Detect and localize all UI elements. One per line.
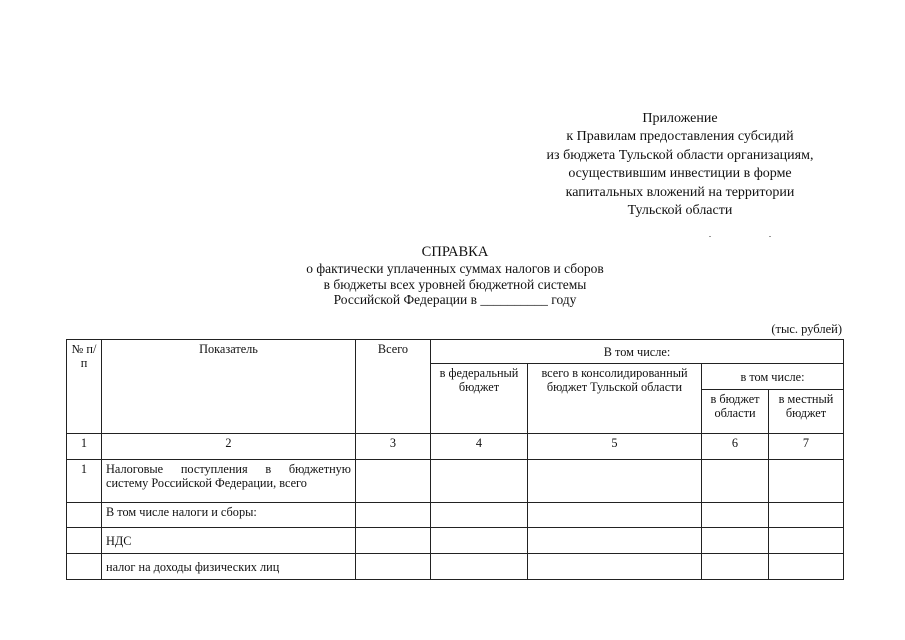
column-number-row xyxy=(67,434,844,460)
header-regional: в бюджет области xyxy=(702,390,769,434)
column-number: 2 xyxy=(102,434,356,460)
scan-speck xyxy=(709,236,711,237)
title-line: о фактически уплаченных суммах налогов и сборов xyxy=(306,261,604,276)
header-federal: в федеральный бюджет xyxy=(431,364,528,434)
empty-cell xyxy=(702,503,769,528)
title-line: в бюджеты всех уровней бюджетной системы xyxy=(323,276,587,292)
header-num: № п/п xyxy=(67,340,102,434)
empty-cell xyxy=(431,503,528,528)
empty-cell xyxy=(356,554,431,580)
empty-cell xyxy=(528,460,702,503)
empty-cell xyxy=(528,528,702,554)
empty-cell xyxy=(702,460,769,503)
table-row xyxy=(67,503,844,528)
column-number: 6 xyxy=(702,434,769,460)
title-heading: СПРАВКА xyxy=(421,244,489,260)
header-including: В том числе: xyxy=(431,340,844,364)
empty-cell xyxy=(431,554,528,580)
column-number: 3 xyxy=(356,434,431,460)
row-indicator: В том числе налоги и сборы: xyxy=(102,503,356,528)
table-row xyxy=(67,460,844,503)
header-indicator: Показатель xyxy=(102,340,356,434)
empty-cell xyxy=(431,460,528,503)
appendix-line: осуществившим инвестиции в форме xyxy=(568,166,792,182)
row-num xyxy=(67,554,102,580)
scan-speck xyxy=(769,236,771,237)
table-row xyxy=(67,554,844,580)
header-local: в местный бюджет xyxy=(769,390,844,434)
title-line: Российской Федерации в __________ году xyxy=(333,292,577,307)
appendix-line: к Правилам предоставления субсидий xyxy=(566,129,794,145)
document-title xyxy=(245,244,665,308)
column-number: 7 xyxy=(769,434,844,460)
units-label: (тыс. рублей) xyxy=(771,322,842,336)
row-indicator: налог на доходы физических лиц xyxy=(102,554,356,580)
tax-report-table xyxy=(66,339,844,580)
empty-cell xyxy=(431,528,528,554)
appendix-line: из бюджета Тульской области организациям, xyxy=(546,147,814,163)
empty-cell xyxy=(356,528,431,554)
appendix-block xyxy=(520,110,840,220)
column-number: 4 xyxy=(431,434,528,460)
empty-cell xyxy=(769,554,844,580)
empty-cell xyxy=(528,554,702,580)
empty-cell xyxy=(356,503,431,528)
header-consolidated: всего в консолидированный бюджет Тульской области xyxy=(528,364,702,434)
empty-cell xyxy=(702,528,769,554)
column-number: 5 xyxy=(528,434,702,460)
empty-cell xyxy=(769,460,844,503)
header-total: Всего xyxy=(356,340,431,434)
header-including-sub: в том числе: xyxy=(702,364,844,390)
empty-cell xyxy=(356,460,431,503)
empty-cell xyxy=(528,503,702,528)
appendix-line: Тульской области xyxy=(627,203,733,219)
appendix-line: капитальных вложений на территории xyxy=(565,184,795,200)
column-number: 1 xyxy=(67,434,102,460)
row-num xyxy=(67,528,102,554)
empty-cell xyxy=(702,554,769,580)
row-num xyxy=(67,503,102,528)
appendix-line: Приложение xyxy=(642,111,718,126)
empty-cell xyxy=(769,528,844,554)
row-indicator: НДС xyxy=(102,528,356,554)
row-num: 1 xyxy=(67,460,102,503)
empty-cell xyxy=(769,503,844,528)
table-row xyxy=(67,528,844,554)
row-indicator: Налоговые поступления в бюджетную систему Российской Федерации, всего xyxy=(102,460,356,503)
